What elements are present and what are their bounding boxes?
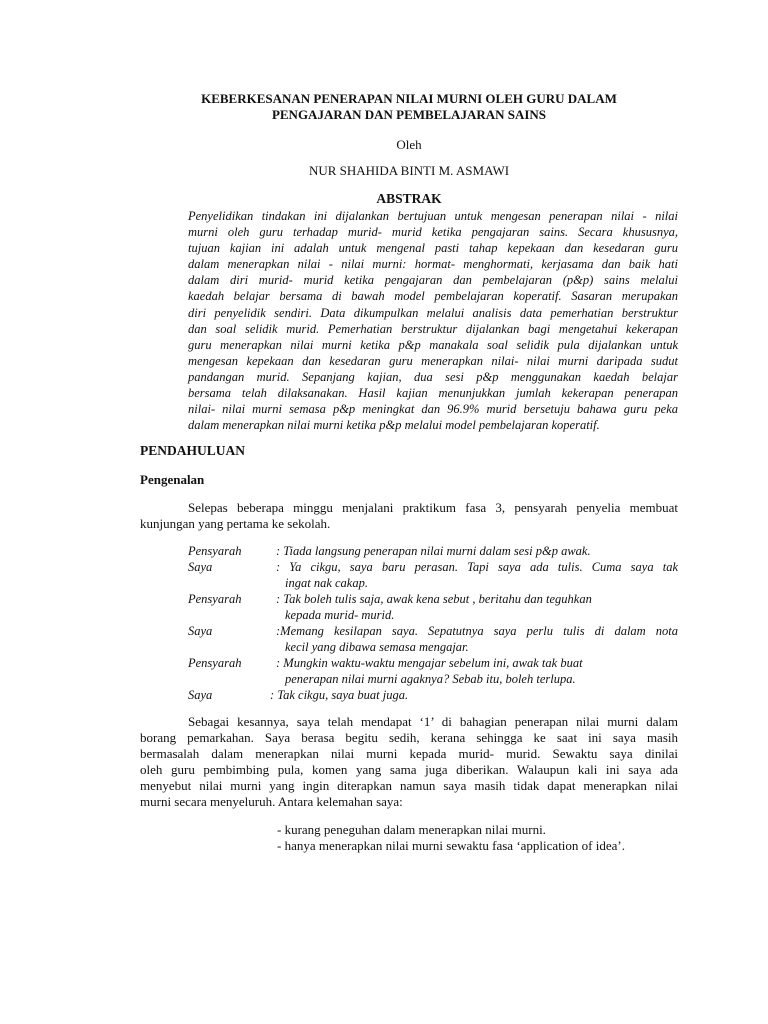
paragraph-line: kunjungan yang pertama ke sekolah. [140, 516, 331, 531]
abstract-line: diri penyelidik sendiri. Data dikumpulkan melalui analisis data pemerhatian berstruktur [188, 305, 678, 320]
weakness-list [277, 822, 625, 854]
dialogue-line [188, 575, 678, 591]
dialogue-line [188, 607, 678, 623]
subsection-heading: Pengenalan [140, 472, 205, 487]
author-name: NUR SHAHIDA BINTI M. ASMAWI [308, 163, 510, 178]
dialogue-speech-continued: ingat nak cakap. [285, 576, 368, 590]
dialogue-line [188, 591, 678, 607]
abstract-line: Penyelidikan tindakan ini dijalankan bertujuan untuk mengesan penerapan nilai - nilai [188, 209, 678, 223]
dialogue-line [188, 671, 678, 687]
abstract-line: tujuan kajian ini adalah untuk mengenal pasti tahap kepekaan dan kesedaran guru [188, 241, 678, 256]
paragraph-line: borang pemarkahan. Saya berasa begitu sedih, kerana sehingga ke saat ini saya masih [140, 730, 678, 746]
dialogue-speaker: Saya [188, 624, 213, 638]
document-title [140, 91, 678, 123]
paragraph-line: Sebagai kesannya, saya telah mendapat ‘1’ di bahagian penerapan nilai murni dalam [188, 714, 678, 729]
dialogue-speech: : Mungkin waktu-waktu mengajar sebelum ini, awak tak buat [276, 656, 583, 670]
list-item: - kurang peneguhan dalam menerapkan nilai murni. [277, 822, 546, 837]
dialogue-speech: : Tak cikgu, saya buat juga. [270, 688, 409, 702]
dialogue-speaker: Saya [188, 688, 213, 702]
by-label: Oleh [396, 137, 422, 152]
consequence-paragraph [140, 714, 678, 811]
abstract-body [188, 208, 678, 433]
abstract-line: dan soal selidik murid. Pemerhatian berstruktur dijalankan bagi mengetahui kekerapan [188, 321, 678, 336]
dialogue-line [188, 655, 678, 671]
abstract-line: guru menerapkan nilai murni ketika p&p manakala soal selidik pula dijalankan untuk [188, 337, 678, 352]
abstract-line: dalam diri murid- murid ketika pengajaran dan pembelajaran (p&p) sains melalui [188, 273, 678, 288]
abstract-line: murni oleh guru terhadap murid- murid ketika pengajaran sains. Secara khususnya, [188, 225, 678, 240]
paragraph-line: menyebut nilai murni yang ingin diterapkan namun saya masih tidak dapat menerapkan nilai [140, 778, 678, 794]
abstract-line: dalam menerapkan nilai murni ketika p&p melalui model pembelajaran koperatif. [188, 418, 600, 433]
paragraph-line: murni secara menyeluruh. Antara kelemahan saya: [140, 794, 403, 810]
dialogue-speech-continued: kepada murid- murid. [285, 608, 395, 622]
abstract-line: dalam menerapkan nilai - nilai murni: hormat- menghormati, kerjasama dan baik hati [188, 257, 678, 272]
title-line-2: PENGAJARAN DAN PEMBELAJARAN SAINS [271, 107, 547, 122]
dialogue-speaker: Pensyarah [188, 544, 242, 558]
abstract-line: mengesan kepekaan dan kesedaran guru menerapkan nilai- nilai murni daripada sudut [188, 353, 678, 368]
dialogue-line [188, 623, 678, 639]
paragraph-line: Selepas beberapa minggu menjalani praktikum fasa 3, pensyarah penyelia membuat [188, 500, 678, 515]
dialogue-line [188, 543, 678, 559]
abstract-line: kaedah belajar bersama di bawah model pembelajaran koperatif. Sasaran merupakan [188, 289, 678, 304]
list-item: - hanya menerapkan nilai murni sewaktu fasa ‘application of idea’. [277, 838, 625, 853]
dialogue-speech: : Tak boleh tulis saja, awak kena sebut , beritahu dan teguhkan [276, 592, 592, 606]
abstract-line: bersama telah dilaksanakan. Hasil kajian menunjukkan jumlah kekerapan penerapan [188, 386, 678, 401]
dialogue-speech-continued: penerapan nilai murni agaknya? Sebab itu, boleh terlupa. [285, 672, 576, 686]
dialogue-speech: : Tiada langsung penerapan nilai murni dalam sesi p&p awak. [276, 544, 591, 558]
section-heading: PENDAHULUAN [140, 443, 246, 458]
dialogue-line [188, 559, 678, 575]
dialogue-speaker: Saya [188, 560, 213, 574]
dialogue-speech: :Memang kesilapan saya. Sepatutnya saya perlu tulis di dalam nota [276, 624, 678, 638]
dialogue-block [188, 543, 678, 703]
abstract-heading: ABSTRAK [376, 191, 442, 206]
dialogue-speech-continued: kecil yang dibawa semasa mengajar. [285, 640, 469, 654]
paragraph-line: oleh guru pembimbing pula, komen yang sama juga diberikan. Walaupun kali ini saya ada [140, 762, 678, 778]
dialogue-line [188, 687, 678, 703]
dialogue-line [188, 639, 678, 655]
intro-paragraph [140, 500, 678, 532]
abstract-line: nilai- nilai murni semasa p&p meningkat dan 96.9% murid bersetuju bahawa guru peka [188, 402, 678, 417]
abstract-line: pandangan murid. Sepanjang kajian, dua sesi p&p menggunakan kaedah belajar [188, 369, 678, 384]
dialogue-speech: : Ya cikgu, saya baru perasan. Tapi saya ada tulis. Cuma saya tak [276, 560, 678, 574]
dialogue-speaker: Pensyarah [188, 656, 242, 670]
dialogue-speaker: Pensyarah [188, 592, 242, 606]
paragraph-line: bermasalah dalam menerapkan nilai murni kepada murid- murid. Sewaktu saya dinilai [140, 746, 678, 762]
title-line-1: KEBERKESANAN PENERAPAN NILAI MURNI OLEH GURU DALAM [201, 91, 617, 106]
